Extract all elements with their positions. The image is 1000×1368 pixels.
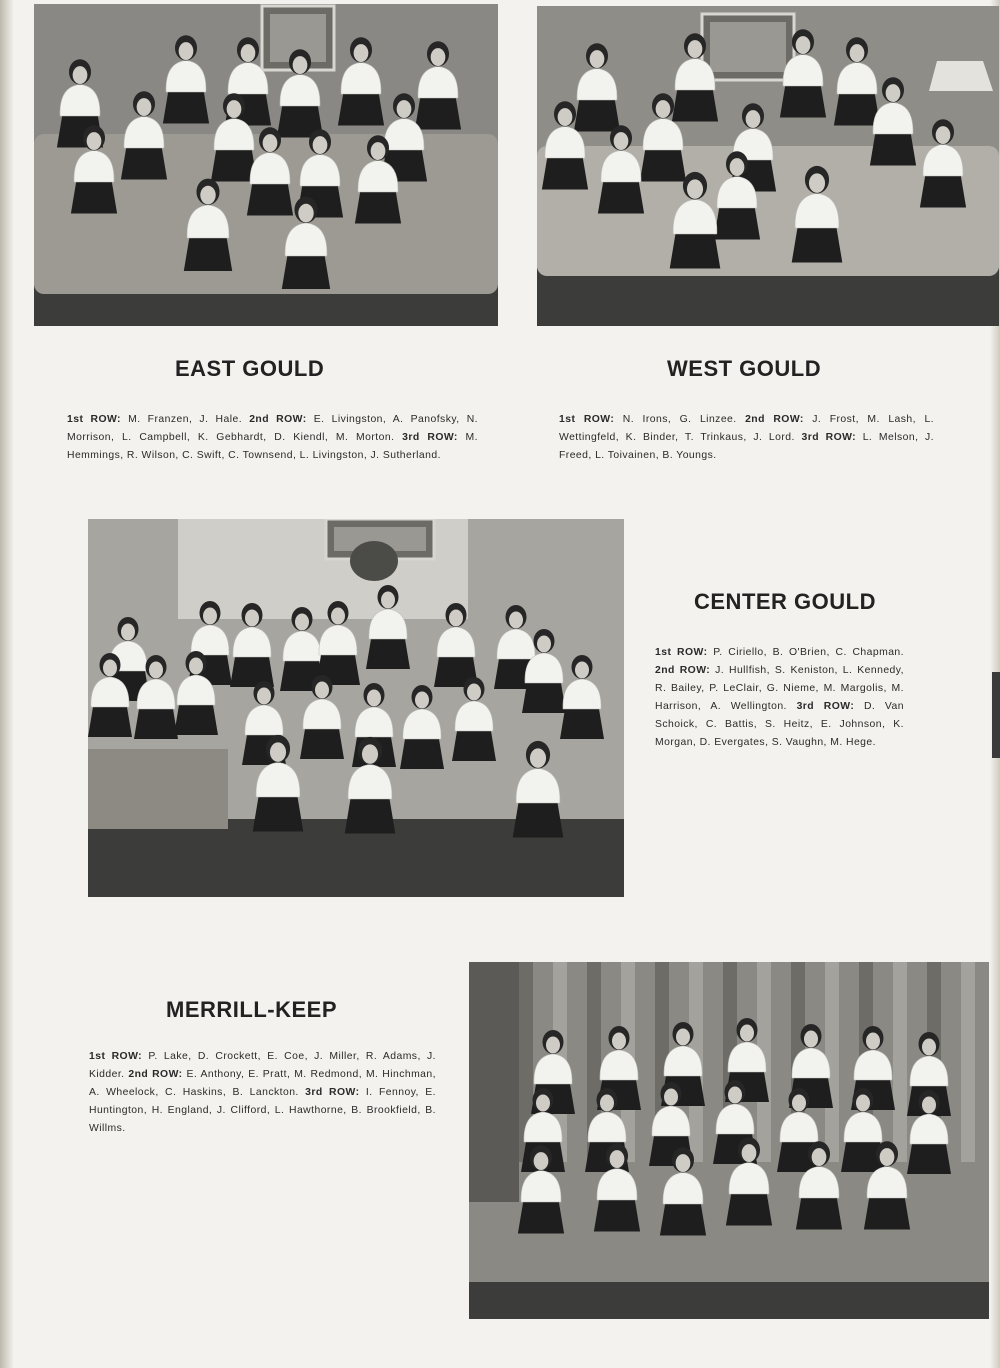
merrill-keep-group-photo bbox=[469, 962, 989, 1319]
center-gould-group-photo bbox=[88, 519, 624, 897]
west-gould-title: WEST GOULD bbox=[667, 356, 822, 381]
west-gould-caption: 1st ROW: N. Irons, G. Linzee. 2nd ROW: J. Frost, M. Lash, L. Wettingfeld, K. Binder, T. Trinkaus, J. Lord. 3rd ROW: L. Melson, J. Freed, L. Toivainen, B. Youngs. bbox=[559, 414, 935, 461]
east-gould-title: EAST GOULD bbox=[175, 356, 325, 381]
binding-shadow bbox=[0, 0, 14, 1368]
merrill-keep-title: MERRILL-KEEP bbox=[166, 997, 337, 1022]
east-gould-group-photo bbox=[34, 4, 498, 326]
framed-picture bbox=[702, 14, 794, 80]
center-gould-caption: 1st ROW: P. Ciriello, B. O'Brien, C. Chapman. 2nd ROW: J. Hullfish, S. Keniston, L. Kennedy, R. Bailey, P. LeClair, G. Nieme, M. Margolis, M. Harrison, A. Wellington. 3rd ROW: D. Van Schoick, C. Battis, S. Heitz, E. Johnson, K. Morgan, D. Evergates, S. Vaughn, M. Hege. bbox=[655, 647, 904, 748]
page-tab-mark bbox=[992, 672, 1000, 758]
west-gould-group-photo bbox=[537, 6, 999, 326]
center-gould-title: CENTER GOULD bbox=[694, 589, 876, 614]
merrill-keep-caption: 1st ROW: P. Lake, D. Crockett, E. Coe, J. Miller, R. Adams, J. Kidder. 2nd ROW: E. Anthony, E. Pratt, M. Redmond, M. Hinchman, A. Wheelock, C. Haskins, B. Lanckton. 3rd ROW: I. Fennoy, E. Huntington, H. England, J. Clifford, L. Hawthorne, B. Brookfield, B. Willms. bbox=[89, 1051, 437, 1134]
east-gould-caption: 1st ROW: M. Franzen, J. Hale. 2nd ROW: E. Livingston, A. Panofsky, N. Morrison, L. Campbell, K. Gebhardt, D. Kiendl, M. Morton. 3rd ROW: M. Hemmings, R. Wilson, C. Swift, C. Townsend, L. Livingston, J. Sutherland. bbox=[67, 414, 478, 461]
